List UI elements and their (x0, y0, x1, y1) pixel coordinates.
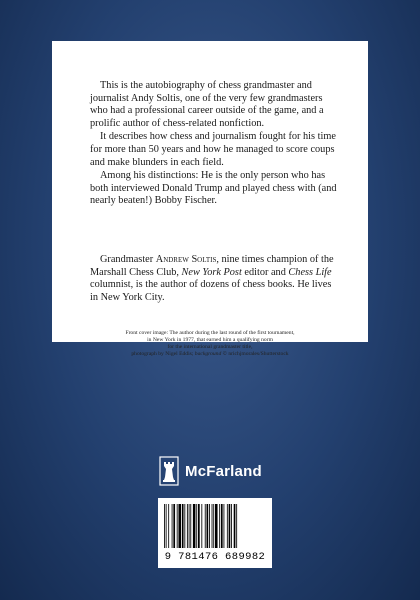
caption-credit-suffix: © nrichjmorales/Shutterstock (221, 351, 289, 357)
isbn-number: 9 781476 689982 (164, 551, 266, 563)
barcode-bar (172, 504, 173, 548)
bio-prefix: Grandmaster (100, 254, 156, 265)
magazine-name: Chess Life (288, 266, 332, 278)
barcode-bar (229, 504, 231, 548)
barcode-bar (193, 504, 196, 548)
barcode-bar (184, 504, 185, 548)
barcode-bar (198, 504, 200, 548)
barcode-bar (187, 504, 188, 548)
barcode-bar (221, 504, 223, 548)
bio-part-2: editor and (241, 266, 289, 278)
text-panel (52, 41, 368, 357)
caption-line-1: Front cover image: The author during the last round of the first tournament, (125, 330, 295, 336)
bio-part-1: , nine times champion of the Marshall Chess Club, (90, 254, 334, 278)
newspaper-name: New York Post (181, 266, 242, 278)
barcode-bar (190, 504, 191, 548)
barcode-bar (164, 504, 165, 548)
caption-credit-italic: background (194, 351, 222, 357)
barcode-bar (177, 504, 178, 548)
cover-image-credit (72, 330, 348, 358)
barcode-bar (168, 504, 169, 548)
caption-line-4 (72, 351, 348, 358)
barcode-bar (234, 504, 236, 548)
publisher-logo (158, 454, 278, 488)
barcode-bar (189, 504, 190, 548)
author-name: Andrew Soltis (155, 254, 217, 265)
blurb-paragraph-3: Among his distinctions: He is the only person who has both interviewed Donald Trump and played chess with (and nearly beaten!) Bobby Fischer. (90, 170, 337, 207)
rook-icon (158, 456, 180, 486)
barcode-bar (166, 504, 167, 548)
blurb (90, 80, 338, 209)
barcode-bar (173, 504, 175, 548)
barcode-bar (207, 504, 209, 548)
barcode-bar (178, 504, 181, 548)
barcode-bar (205, 504, 206, 548)
barcode-bar (219, 504, 220, 548)
barcode-bar (196, 504, 197, 548)
publisher-name: McFarland (185, 462, 262, 480)
author-bio (90, 254, 338, 304)
caption-line-3: for the international grandmaster title, (167, 344, 253, 350)
barcode-bars (163, 504, 267, 550)
barcode-bar (182, 504, 184, 548)
barcode-bar (224, 504, 225, 548)
caption-line-2: in New York in 1977, that earned him a qualifying norm (147, 337, 273, 343)
barcode-bar (215, 504, 218, 548)
barcode-bar (209, 504, 210, 548)
barcode-bar (213, 504, 214, 548)
blurb-paragraph-2: It describes how chess and journalism fought for his time for more than 50 years and how he managed to score coups and make blunders in each field. (90, 131, 336, 168)
barcode-bar (236, 504, 237, 548)
barcode-bar (201, 504, 202, 548)
barcode-bar (231, 504, 232, 548)
caption-credit-prefix: photograph by Nigel Eddis; (131, 351, 195, 357)
blurb-paragraph-1: This is the autobiography of chess grandmaster and journalist Andy Soltis, one of the very few grandmasters who had a professional career outside of the game, and a prolific author of chess-related nonfiction. (90, 80, 324, 129)
bio-part-3: columnist, is the author of dozens of chess books. He lives in New York City. (90, 279, 332, 303)
barcode-bar (227, 504, 228, 548)
barcode-bar (212, 504, 213, 548)
barcode (158, 498, 272, 568)
